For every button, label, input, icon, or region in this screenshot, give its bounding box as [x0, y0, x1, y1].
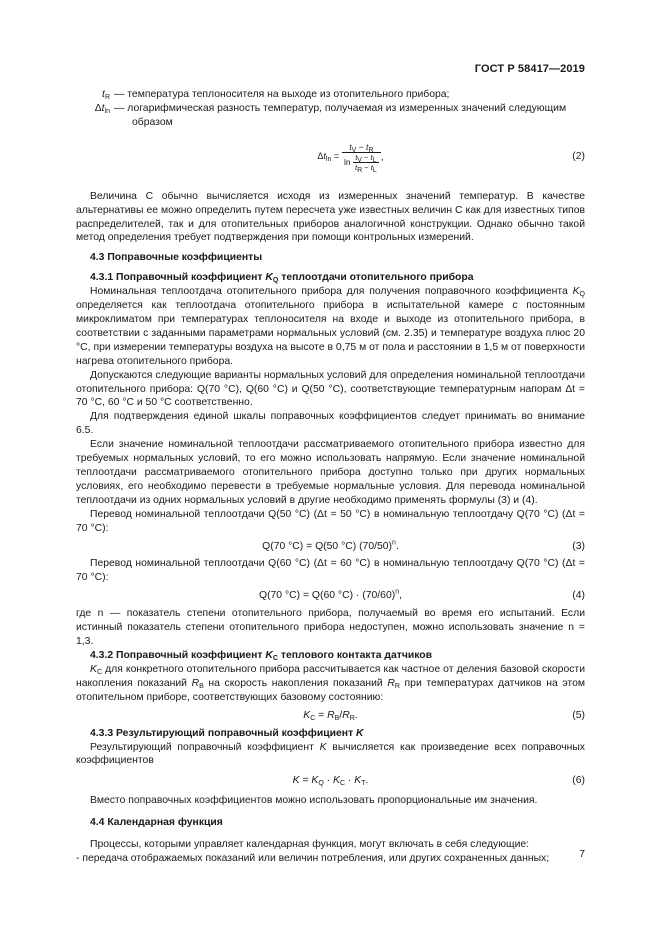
- document-header: ГОСТ Р 58417—2019: [474, 63, 585, 75]
- paragraph: $K_C$ для конкретного отопительного прибора рассчитывается как частное от деления базовой скорости накопления показаний $R_B$ на скорость накопления показаний $R_R$ при температурах датчиков на этом отопительном приборе, соответствующих базовому состоянию:: [76, 663, 585, 703]
- paragraph: Вместо поправочных коэффициентов можно использовать пропорциональные им значения.: [90, 795, 538, 807]
- section-heading-4-3-2: 4.3.2 Поправочный коэффициент $K_C$ теплового контакта датчиков: [90, 650, 433, 662]
- page-content: [76, 88, 585, 866]
- paragraph: где n — показатель степени отопительного прибора, получаемый во время его испытаний. Если истинный показатель степени отопительного прибора недоступен, можно использовать значение n = 1,3.: [76, 608, 585, 648]
- paragraph: Результирующий поправочный коэффициент K вычисляется как произведение всех поправочных коэффициентов: [76, 741, 586, 767]
- paragraph: Для подтверждения единой шкалы поправочных коэффициентов следует принимать во внимание 6.5.: [76, 411, 585, 437]
- equation-number: (5): [572, 709, 585, 721]
- definition-symbol: $t_R$: [102, 89, 110, 101]
- section-heading-4-4: 4.4 Календарная функция: [90, 817, 223, 829]
- equation-5: $K_C = R_B/R_R$. (5): [303, 709, 585, 722]
- section-heading-4-3: 4.3 Поправочные коэффициенты: [90, 252, 263, 264]
- definition-text: — логарифмическая разность температур, получаемая из измеренных значений следующим образом: [114, 102, 567, 128]
- paragraph: Допускаются следующие варианты нормальных условий для определения номинальной теплоотдачи отопительного прибора: Q(70 °C), Q(60 °C) и Q(50 °C), соответствующие температурным напорам Δt = 70 °C, 60 °C и 50 °C соответственно.: [76, 369, 585, 409]
- equation-2: $\Delta t_{ln}$ = $t_V - t_R$ ln $\frac{t_V - t_L}{t_R - t_L}$ , (2): [317, 141, 585, 174]
- definition-symbol: $\Delta t_{ln}$: [94, 102, 110, 115]
- paragraph: Если значение номинальной теплоотдачи рассматриваемого отопительного прибора известно для требуемых нормальных условий, то его можно использовать напрямую. Если значение номинальной теплоотдачи рассматриваемого отопительного прибора доступно только при других нормальных условиях, его необходимо перевести в требуемые нормальные условия. Для перевода номинальной теплоотдачи из одних нормальных условий в другие необходимо применять формулы (3) и (4).: [76, 439, 585, 506]
- section-heading-4-3-1: 4.3.1 Поправочный коэффициент $K_Q$ теплоотдачи отопительного прибора: [90, 272, 474, 285]
- equation-3: Q(70 °C) = Q(50 °C) $(70/50)^n$. (3): [262, 539, 585, 552]
- list-item: - передача отображаемых показаний или величин потребления, или других сохраненных данных;: [76, 853, 550, 865]
- fraction: $t_V - t_R$ ln $\frac{t_V - t_L}{t_R - t_L}$: [342, 142, 381, 172]
- equation-4: Q(70 °C) = Q(60 $^\circ C) \cdot (70/60)^n$, (4): [258, 588, 585, 602]
- equation-number: (3): [572, 540, 585, 552]
- equation-number: (2): [572, 150, 585, 162]
- paragraph: Процессы, которыми управляет календарная функция, могут включать в себя следующие:: [90, 839, 530, 851]
- definition-dtln: [76, 102, 585, 130]
- paragraph: Номинальная теплоотдача отопительного прибора для получения поправочного коэффициента $K_Q$ определяется как теплоотдача отопительного прибора в испытательной камере с постоянным микроклиматом при температурах теплоносителя на входе и выходе из отопительного прибора, в соответствии с заданными параметрами нормальных условий (см. 2.35) и температуре воздуха плюс 20 °С, при измерении температуры воздуха на высоте в 0,75 м от пола и расстоянии в 1,5 м от поверхности нагрева отопительного прибора.: [76, 286, 585, 367]
- paragraph: Величина С обычно вычисляется исходя из измеренных значений температур. В качестве альтернативы ее можно определить путем пересчета уже известных величин С как для известных типов распределителей, так и для отопительных приборов аналогичной конструкции. Однако обычно такой метод определения требует подтверждения при помощи контрольных измерений.: [76, 190, 585, 244]
- paragraph: Перевод номинальной теплоотдачи Q(60 °C) (Δt = 60 °C) в номинальную теплоотдачу Q(70 °C) (Δt = 70 °C):: [76, 558, 585, 584]
- equation-6: $K = K_Q \cdot K_C \cdot K_T$. (6): [292, 775, 585, 788]
- equation-number: (4): [572, 590, 585, 602]
- paragraph: Перевод номинальной теплоотдачи Q(50 °C) (Δt = 50 °C) в номинальную теплоотдачу Q(70 °C) (Δt = 70 °C):: [76, 508, 585, 534]
- equation-number: (6): [572, 775, 585, 787]
- definition-text: — температура теплоносителя на выходе из отопительного прибора;: [114, 89, 450, 100]
- definition-tR: [76, 88, 585, 102]
- section-heading-4-3-3: 4.3.3 Результирующий поправочный коэффициент K: [90, 727, 364, 739]
- page-number: 7: [579, 849, 585, 860]
